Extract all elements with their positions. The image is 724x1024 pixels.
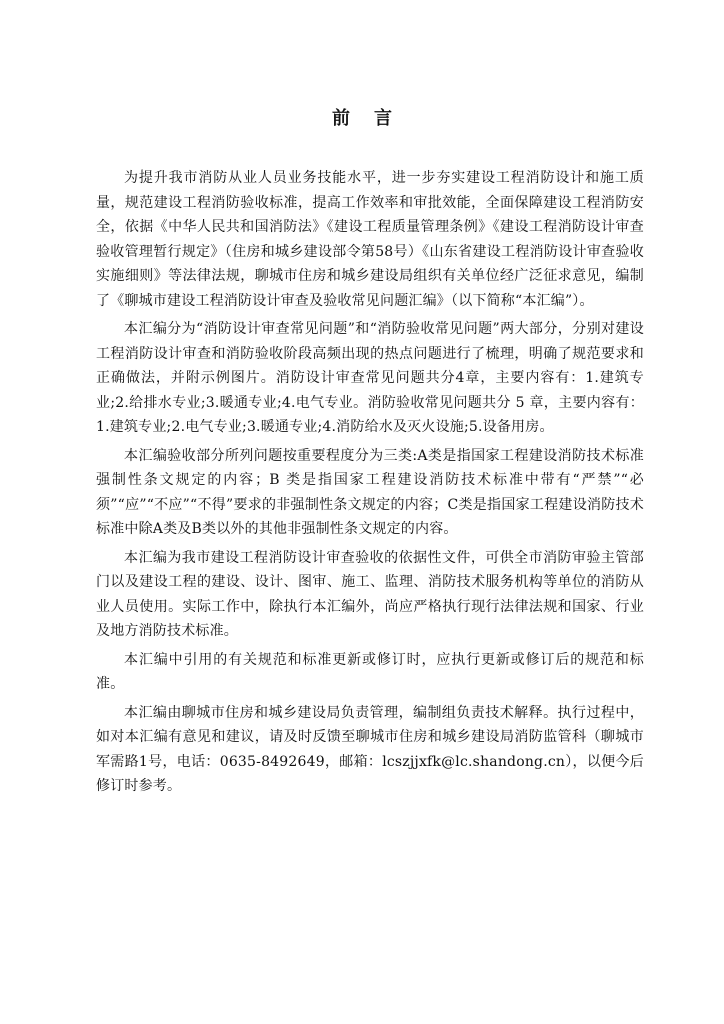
title-char-2: 言 <box>374 108 392 129</box>
title-char-1: 前 <box>332 108 350 129</box>
paragraph-classification: 本汇编验收部分所列问题按重要程度分为三类:A类是指国家工程建设消防技术标准强制性条文规定的内容；B 类是指国家工程建设消防技术标准中带有“严禁”“必须”“应”“不应”“不得”要求的非强制性条文规定的内容；C类是指国家工程建设消防技术标准中除A类及B类以外的其他非强制性条文规定的内容。 <box>96 447 644 537</box>
document-body <box>96 166 644 803</box>
paragraph-updates: 本汇编中引用的有关规范和标准更新或修订时，应执行更新或修订后的规范和标准。 <box>96 651 644 692</box>
paragraph-purpose: 为提升我市消防从业人员业务技能水平，进一步夯实建设工程消防设计和施工质量，规范建设工程消防验收标准，提高工作效率和审批效能，全面保障建设工程消防安全，依据《中华人民共和国消防法》《建设工程质量管理条例》《建设工程消防设计审查验收管理暂行规定》（住房和城乡建设部令第58号）《山东省建设工程消防设计审查验收实施细则》等法律法规，聊城市住房和城乡建设局组织有关单位经广泛征求意见，编制了《聊城市建设工程消防设计审查及验收常见问题汇编》（以下简称“本汇编”）。 <box>96 170 644 309</box>
paragraph-scope: 本汇编为我市建设工程消防设计审查验收的依据性文件，可供全市消防审验主管部门以及建设工程的建设、设计、图审、施工、监理、消防技术服务机构等单位的消防从业人员使用。实际工作中，除执行本汇编外，尚应严格执行现行法律法规和国家、行业及地方消防技术标准。 <box>96 549 644 639</box>
paragraph-structure: 本汇编分为“消防设计审查常见问题”和“消防验收常见问题”两大部分，分别对建设工程消防设计审查和消防验收阶段高频出现的热点问题进行了梳理，明确了规范要求和正确做法，并附示例图片。消防设计审查常见问题共分4章，主要内容有：1.建筑专业;2.给排水专业;3.暖通专业;4.电气专业。消防验收常见问题共分 5 章，主要内容有：1.建筑专业;2.电气专业;3.暖通专业;4.消防给水及灭火设施;5.设备用房。 <box>96 321 644 435</box>
page-title <box>0 104 724 130</box>
paragraph-contact: 本汇编由聊城市住房和城乡建设局负责管理，编制组负责技术解释。执行过程中，如对本汇编有意见和建议，请及时反馈至聊城市住房和城乡建设局消防监管科（聊城市军需路1号，电话：0635-8492649，邮箱：lcszjjxfk@lc.shandong.cn），以便今后修订时参考。 <box>96 704 644 794</box>
